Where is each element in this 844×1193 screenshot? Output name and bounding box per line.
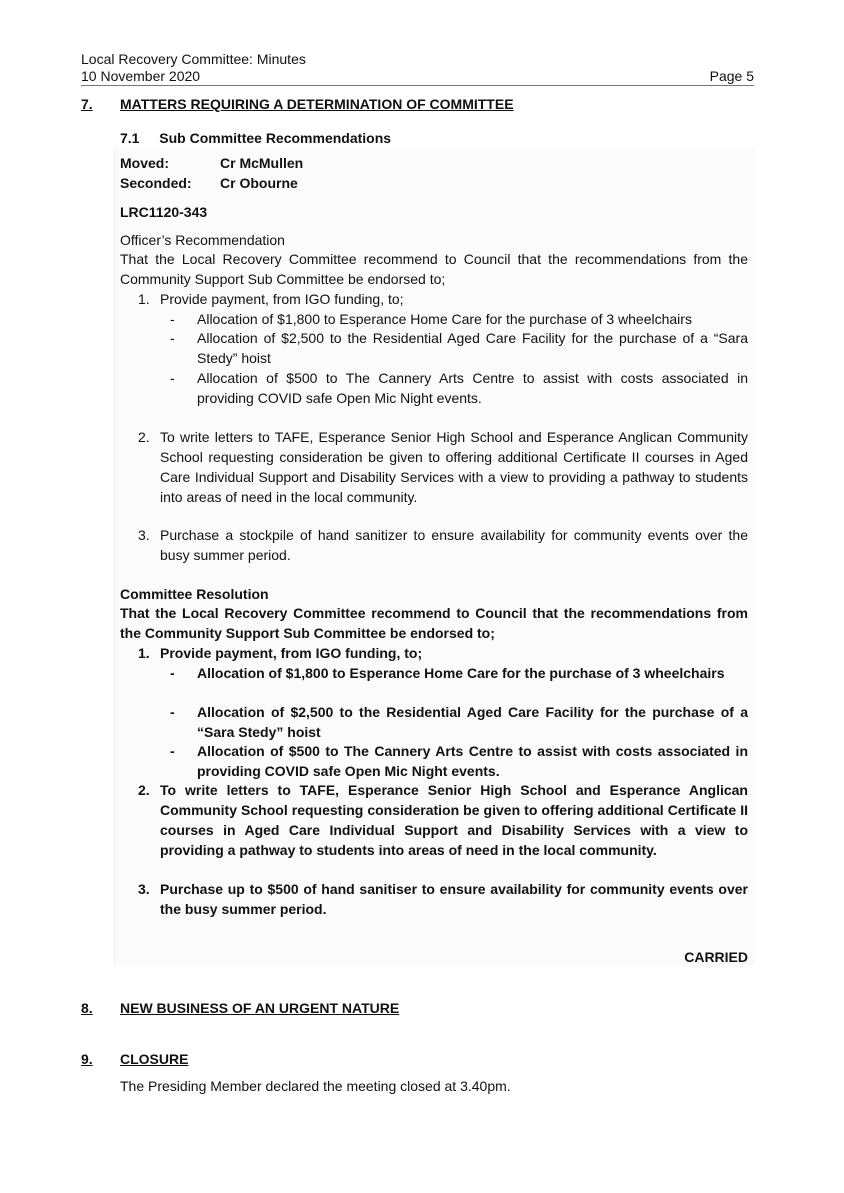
sub-item-text: Allocation of $1,800 to Esperance Home Care for the purchase of 3 wheelchairs	[197, 311, 692, 327]
item-text: Provide payment, from IGO funding, to;	[160, 645, 423, 661]
sub-item-text: Allocation of $1,800 to Esperance Home Care for the purchase of 3 wheelchairs	[197, 665, 725, 681]
dash-bullet: -	[170, 665, 175, 681]
item-number: 2.	[138, 782, 150, 798]
item-number: 3.	[138, 881, 150, 897]
section-title: CLOSURE	[120, 1051, 189, 1067]
closure-text: The Presiding Member declared the meeting closed at 3.40pm.	[120, 1078, 511, 1094]
subsection-title: Sub Committee Recommendations	[159, 130, 392, 146]
sub-item-text: Allocation of $500 to The Cannery Arts Centre to assist with costs associated in providing COVID safe Open Mic Night events.	[197, 370, 748, 406]
item-number: 1.	[138, 291, 150, 307]
section-number: 7.	[81, 96, 93, 112]
sub-item-text: Allocation of $2,500 to the Residential Aged Care Facility for the purchase of a “Sara Stedy” hoist	[197, 704, 748, 740]
sub-item-text: Allocation of $2,500 to the Residential Aged Care Facility for the purchase of a “Sara Stedy” hoist	[197, 330, 748, 366]
carried-label: CARRIED	[684, 949, 748, 965]
officer-intro: That the Local Recovery Committee recommend to Council that the recommendations from the Community Support Sub Committee be endorsed to;	[120, 251, 748, 287]
section-number: 9.	[81, 1051, 93, 1067]
dash-bullet: -	[170, 311, 175, 327]
resolution-intro: That the Local Recovery Committee recommend to Council that the recommendations from the Community Support Sub Committee be endorsed to;	[120, 605, 748, 641]
item-number: 2.	[138, 429, 150, 445]
section-title: NEW BUSINESS OF AN URGENT NATURE	[120, 1000, 400, 1016]
seconded-value: Cr Obourne	[220, 175, 298, 191]
document-title: Local Recovery Committee: Minutes	[81, 51, 306, 67]
sub-item-text: Allocation of $500 to The Cannery Arts Centre to assist with costs associated in providing COVID safe Open Mic Night events.	[197, 743, 748, 779]
page-number: Page 5	[709, 68, 754, 84]
item-text: To write letters to TAFE, Esperance Senior High School and Esperance Anglican Community School requesting consideration be given to offering additional Certificate II courses in Aged Care Individual Support and Disability Services with a view to providing a pathway to students into areas of need in the local community.	[160, 429, 748, 505]
dash-bullet: -	[170, 370, 175, 386]
item-number: 3.	[138, 527, 150, 543]
section-number: 8.	[81, 1000, 93, 1016]
committee-resolution-heading: Committee Resolution	[120, 586, 269, 602]
item-text: Provide payment, from IGO funding, to;	[160, 291, 404, 307]
subsection-number: 7.1	[120, 130, 140, 146]
item-number: 1.	[138, 645, 150, 661]
officer-recommendation-heading: Officer’s Recommendation	[120, 232, 285, 248]
dash-bullet: -	[170, 743, 175, 759]
moved-label: Moved:	[120, 155, 169, 171]
dash-bullet: -	[170, 704, 175, 720]
section-title: MATTERS REQUIRING A DETERMINATION OF COMMITTEE	[120, 96, 514, 112]
page-header	[81, 50, 754, 86]
item-text: Purchase up to $500 of hand sanitiser to ensure availability for community events over the busy summer period.	[160, 881, 748, 917]
dash-bullet: -	[170, 330, 175, 346]
meeting-date: 10 November 2020	[81, 68, 201, 84]
moved-value: Cr McMullen	[220, 155, 304, 171]
item-text: Purchase a stockpile of hand sanitizer to ensure availability for community events over the busy summer period.	[160, 527, 748, 563]
seconded-label: Seconded:	[120, 175, 192, 191]
item-text: To write letters to TAFE, Esperance Senior High School and Esperance Anglican Community School requesting consideration be given to offering additional Certificate II courses in Aged Care Individual Support and Disability Services with a view to providing a pathway to students into areas of need in the local community.	[160, 782, 748, 858]
subsection-heading	[120, 128, 391, 148]
resolution-reference: LRC1120-343	[120, 204, 208, 220]
